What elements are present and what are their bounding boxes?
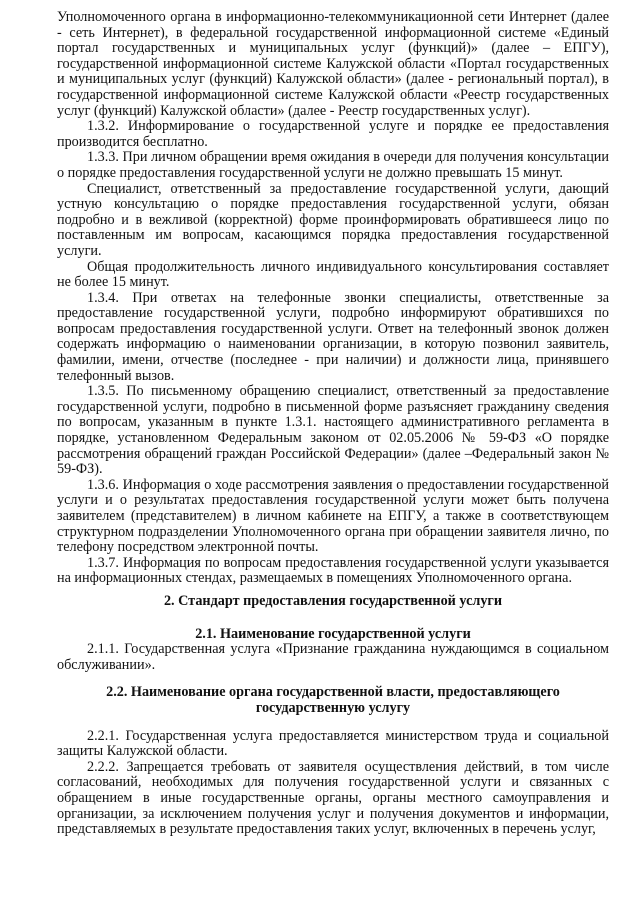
paragraph-1-3-5: 1.3.5. По письменному обращению специалист, ответственный за предоставление государственной услуги, подробно в письменной форме разъясняет гражданину сведения по вопросам, указанным в пункте 1.3.1. настоящего административного регламента в порядке, установленном Федеральным законом от 02.05.2006 № 59-ФЗ «О порядке рассмотрения обращений граждан Российской Федерации» (далее –Федеральный закон № 59-ФЗ).: [57, 383, 609, 478]
section-2-1-heading: 2.1. Наименование государственной услуги: [195, 625, 471, 642]
section-2-heading: 2. Стандарт предоставления государственной услуги: [163, 592, 503, 609]
paragraph-1-3-3: 1.3.3. При личном обращении время ожидания в очереди для получения консультации о порядке предоставления государственной услуги не должно превышать 15 минут.: [57, 149, 609, 181]
paragraph-1-3-7: 1.3.7. Информация по вопросам предоставления государственной услуги указывается на информационных стендах, размещаемых в помещениях Уполномоченного органа.: [57, 554, 609, 587]
paragraph-2-2-1: 2.2.1. Государственная услуга предоставляется министерством труда и социальной защиты Калужской области.: [57, 727, 609, 760]
paragraph-specialist: Специалист, ответственный за предоставление государственной услуги, дающий устную консультацию о порядке предоставления государственной услуги, обязан подробно и в вежливой (корректной) форме проинформировать обратившееся лицо по поставленным им вопросам, касающимся порядка предоставления государственной услуги.: [57, 180, 609, 259]
paragraph-2-1-1: 2.1.1. Государственная услуга «Признание гражданина нуждающимся в социальном обслуживании».: [57, 641, 609, 673]
paragraph-duration: Общая продолжительность личного индивидуального консультирования составляет не более 15 минут.: [57, 258, 609, 291]
paragraph-1-3-2: 1.3.2. Информирование о государственной услуге и порядке ее предоставления производится бесплатно.: [57, 118, 609, 150]
section-2-2-heading: 2.2. Наименование органа государственной власти, предоставляющего государственную услугу: [106, 684, 560, 716]
paragraph-1-3-4: 1.3.4. При ответах на телефонные звонки специалисты, ответственные за предоставление государственной услуги, подробно информируют обратившихся по вопросам предоставления государственной услуги. Ответ на телефонный звонок должен содержать информацию о наименовании организации, в которую позвонил заявитель, фамилии, имени, отчестве (последнее - при наличии) и должности лица, принявшего телефонный вызов.: [57, 289, 609, 384]
paragraph-2-2-2: 2.2.2. Запрещается требовать от заявителя осуществления действий, в том числе согласований, необходимых для получения государственной услуги и связанных с обращением в иные государственные органы, органы местного самоуправления и организации, за исключением получения услуг и получения документов и информации, представляемых в результате предоставления таких услуг, включенных в перечень услуг,: [57, 758, 609, 838]
paragraph-continuation: Уполномоченного органа в информационно-телекоммуникационной сети Интернет (далее - сеть Интернет), в федеральной государственной информационной системе «Единый портал государственных и муниципальных услуг (функций)» (далее – ЕПГУ), государственной информационной системе Калужской области «Портал государственных и муниципальных услуг (функций) Калужской области» (далее - региональный портал), в государственной информационной системе Калужской области «Реестр государственных услуг (функций) Калужской области» (далее - Реестр государственных услуг).: [57, 9, 609, 119]
document-page: [57, 10, 609, 838]
paragraph-1-3-6: 1.3.6. Информация о ходе рассмотрения заявления о предоставлении государственной услуги и о результатах предоставления государственной услуги может быть получена заявителем (представителем) в личном кабинете на ЕПГУ, а также в соответствующем структурном подразделении Уполномоченного органа при обращении заявителя лично, по телефону посредством электронной почты.: [57, 476, 609, 556]
